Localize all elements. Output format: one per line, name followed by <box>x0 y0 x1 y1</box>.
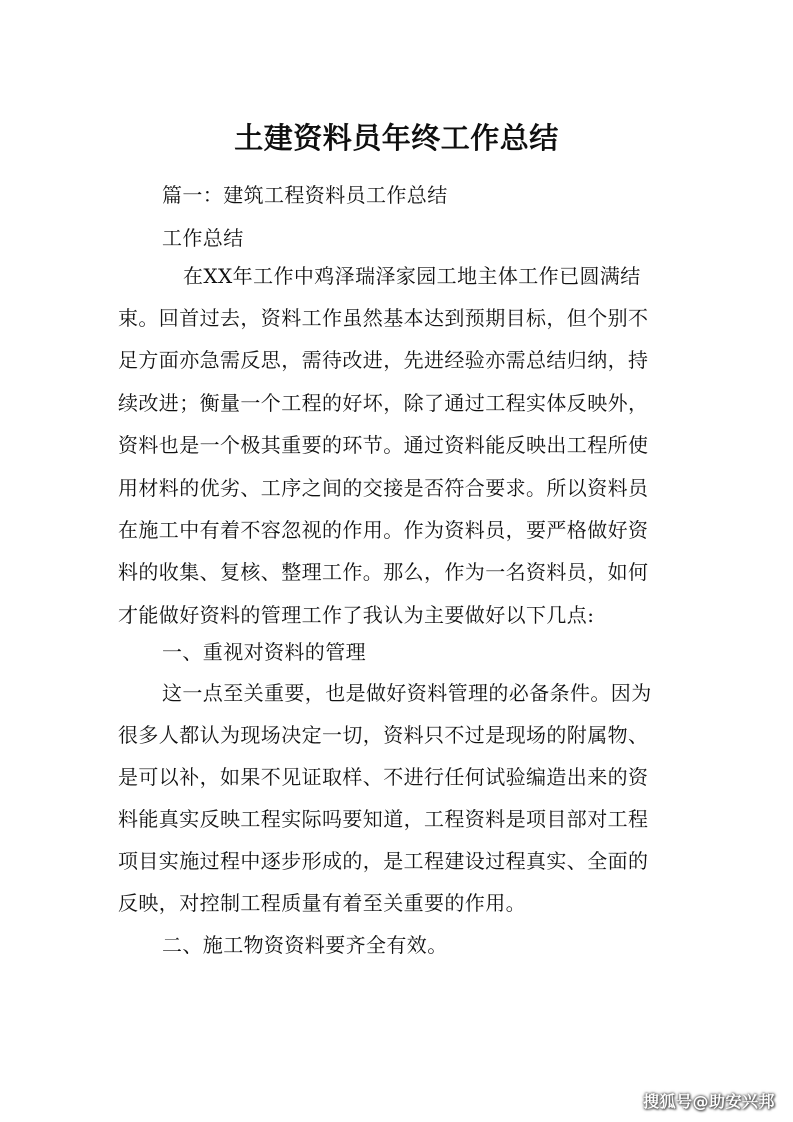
paragraph-line: 束。回首过去，资料工作虽然基本达到预期目标，但个别不 <box>118 306 649 330</box>
paragraph-line: 料的收集、复核、整理工作。那么，作为一名资料员，如何 <box>118 560 649 584</box>
paragraph-line: 这一点至关重要，也是做好资料管理的必备条件。因为 <box>162 681 652 705</box>
paragraph-line: 反映，对控制工程质量有着至关重要的作用。 <box>118 891 526 915</box>
section-heading: 一、重视对资料的管理 <box>162 640 366 664</box>
paragraph-line: 资料也是一个极其重要的环节。通过资料能反映出工程所使 <box>118 433 649 457</box>
paragraph-line: 项目实施过程中逐步形成的，是工程建设过程真实、全面的 <box>118 849 649 873</box>
paragraph-line: 很多人都认为现场决定一切，资料只不过是现场的附属物、 <box>118 723 649 747</box>
section-heading: 二、施工物资资料要齐全有效。 <box>162 933 448 957</box>
paragraph-line: 足方面亦急需反思，需待改进，先进经验亦需总结归纳，持 <box>118 348 649 372</box>
paragraph-line: 在XX年工作中鸡泽瑞泽家园工地主体工作已圆满结 <box>183 264 641 288</box>
paragraph-line: 才能做好资料的管理工作了我认为主要做好以下几点: <box>118 603 595 627</box>
paragraph-line: 用材料的优劣、工序之间的交接是否符合要求。所以资料员 <box>118 476 649 500</box>
paragraph-line: 是可以补，如果不见证取样、不进行任何试验编造出来的资 <box>118 765 649 789</box>
subheading: 工作总结 <box>162 226 244 250</box>
section-heading: 篇一：建筑工程资料员工作总结 <box>162 183 448 207</box>
watermark: 搜狐号@助安兴邦 <box>642 1092 775 1111</box>
paragraph-line: 料能真实反映工程实际吗要知道，工程资料是项目部对工程 <box>118 807 649 831</box>
paragraph-line: 续改进；衡量一个工程的好坏，除了通过工程实体反映外， <box>118 391 649 415</box>
document-title: 土建资料员年终工作总结 <box>234 121 559 155</box>
paragraph-line: 在施工中有着不容忽视的作用。作为资料员，要严格做好资 <box>118 518 649 542</box>
